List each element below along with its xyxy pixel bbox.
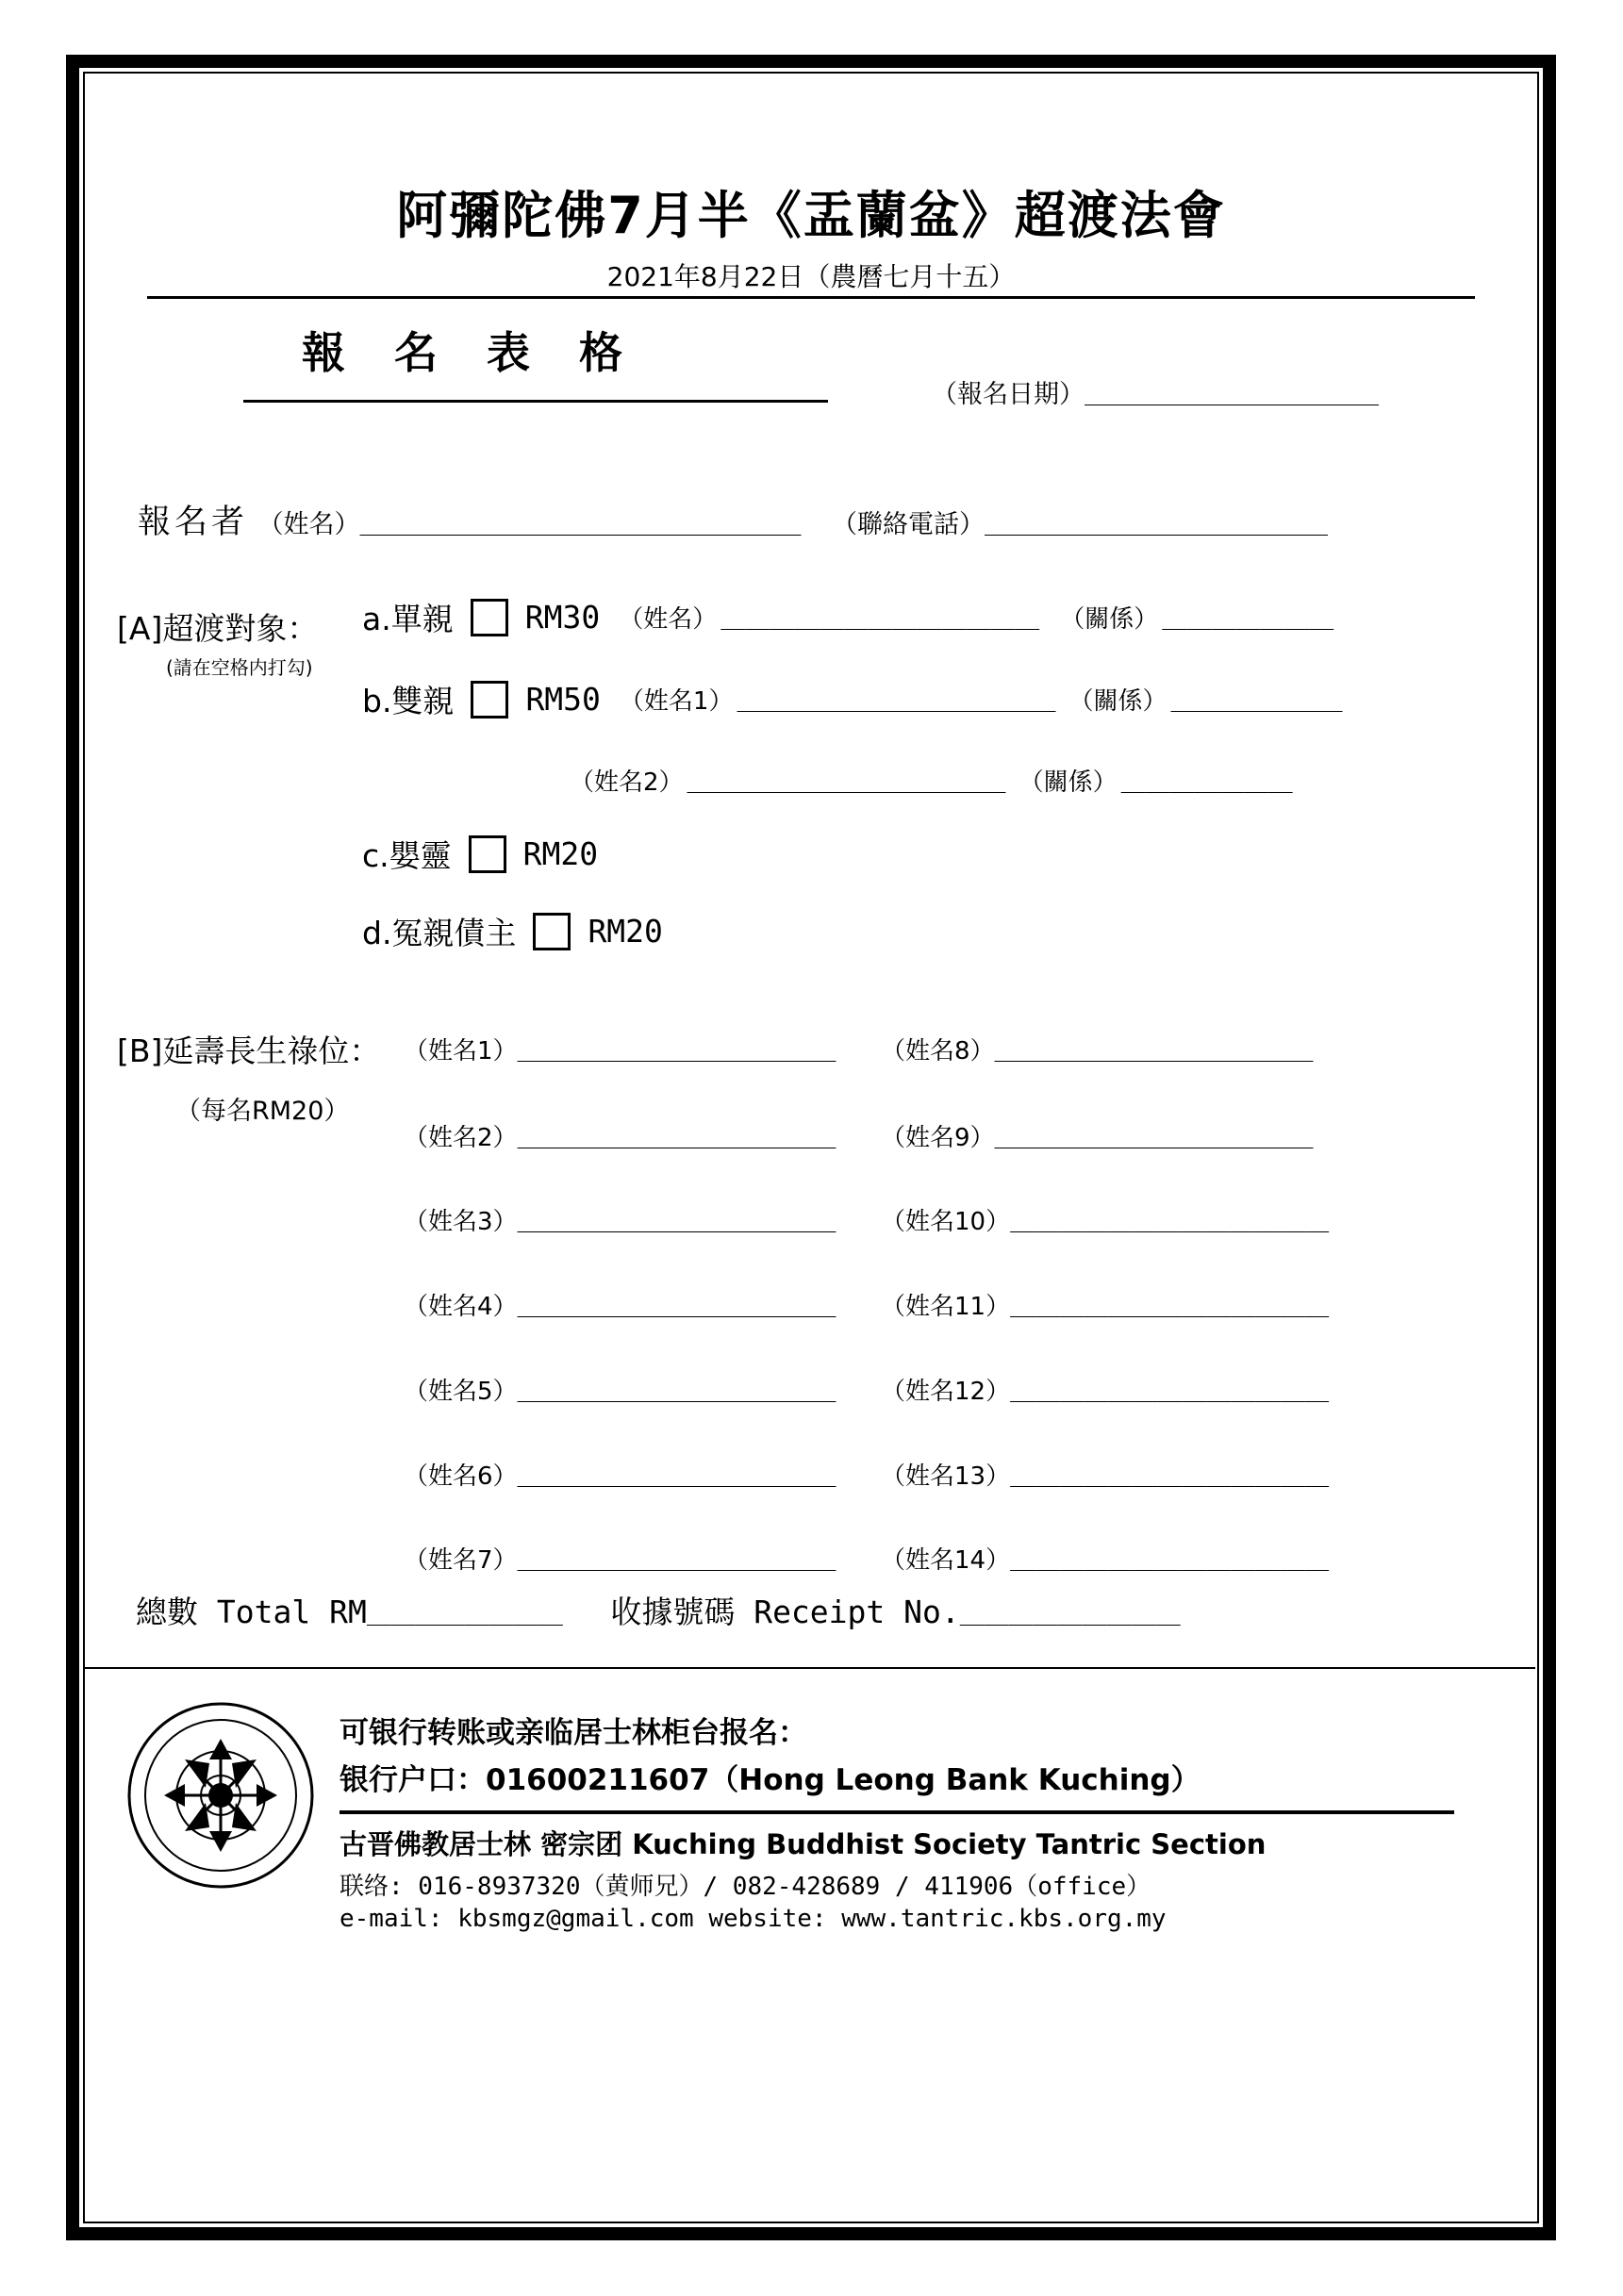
section-b-label: [B]延壽長生祿位： xyxy=(117,1032,381,1069)
option-b-relation1-input[interactable]: ＿＿＿＿＿＿＿ xyxy=(1170,687,1343,716)
section-b-name-2-input[interactable]: ＿＿＿＿＿＿＿＿＿＿＿＿＿ xyxy=(517,1124,836,1152)
section-b-name-8-input[interactable]: ＿＿＿＿＿＿＿＿＿＿＿＿＿ xyxy=(994,1037,1314,1065)
registration-date-field[interactable] xyxy=(932,373,1379,410)
section-a-option-b xyxy=(362,677,1343,721)
option-a-name-label: （姓名） xyxy=(619,605,718,634)
footer xyxy=(83,1667,1535,2222)
section-b-note: （每名RM20） xyxy=(175,1097,350,1126)
section-b-name-3 xyxy=(404,1202,836,1237)
section-a-option-c xyxy=(362,832,617,876)
section-b-name-9-label: （姓名9） xyxy=(881,1124,995,1152)
applicant-row xyxy=(138,496,1328,543)
section-b-name-9-input[interactable]: ＿＿＿＿＿＿＿＿＿＿＿＿＿ xyxy=(994,1124,1314,1152)
option-d-price: RM20 xyxy=(588,913,663,950)
option-b-name1-input[interactable]: ＿＿＿＿＿＿＿＿＿＿＿＿＿ xyxy=(737,687,1056,716)
registration-date-line: ＿＿＿＿＿＿＿＿＿＿＿＿ xyxy=(1085,381,1380,409)
section-b-name-3-label: （姓名3） xyxy=(404,1208,518,1236)
option-b-name2-input[interactable]: ＿＿＿＿＿＿＿＿＿＿＿＿＿ xyxy=(687,768,1006,797)
section-b-name-5-input[interactable]: ＿＿＿＿＿＿＿＿＿＿＿＿＿ xyxy=(517,1378,836,1406)
option-b-relation1-label: （關係） xyxy=(1068,687,1168,716)
option-d-label: d.冤親債主 xyxy=(362,915,517,951)
section-a-label: [A]超渡對象： xyxy=(117,610,319,647)
section-b-name-5 xyxy=(404,1372,836,1407)
section-a-option-a xyxy=(362,595,1333,639)
section-b-name-4-label: （姓名4） xyxy=(404,1293,518,1321)
section-b-name-8-label: （姓名8） xyxy=(881,1037,995,1065)
footer-rule xyxy=(340,1810,1454,1814)
section-b-name-9 xyxy=(881,1118,1314,1153)
option-c-label: c.嬰靈 xyxy=(362,837,452,874)
section-a-note: (請在空格内打勾) xyxy=(166,656,313,679)
option-b-label: b.雙親 xyxy=(362,683,455,719)
section-b-name-1-label: （姓名1） xyxy=(404,1037,518,1065)
receipt-input[interactable]: ＿＿＿＿＿＿＿＿＿ xyxy=(959,1601,1181,1629)
option-c-checkbox[interactable] xyxy=(469,835,506,873)
society-logo-icon xyxy=(126,1701,315,1890)
bank-account: 银行户口：01600211607（Hong Leong Bank Kuching） xyxy=(340,1763,1201,1797)
contact-email-website: e-mail: kbsmgz@gmail.com website: www.tantric.kbs.org.my xyxy=(340,1905,1167,1933)
section-b-name-4 xyxy=(404,1287,836,1322)
title-divider xyxy=(147,296,1475,299)
form-content xyxy=(83,72,1539,2223)
section-b-name-6-input[interactable]: ＿＿＿＿＿＿＿＿＿＿＿＿＿ xyxy=(517,1462,836,1491)
option-a-label: a.單親 xyxy=(362,601,454,637)
receipt-label: 收據號碼 Receipt No. xyxy=(610,1594,960,1630)
section-b-name-7-label: （姓名7） xyxy=(404,1546,518,1575)
section-b-name-11-label: （姓名11） xyxy=(881,1293,1011,1321)
option-a-price: RM30 xyxy=(524,599,601,636)
section-b-name-11-input[interactable]: ＿＿＿＿＿＿＿＿＿＿＿＿＿ xyxy=(1010,1293,1330,1321)
section-b-name-8 xyxy=(881,1032,1314,1066)
section-b-name-1 xyxy=(404,1032,836,1066)
section-a-option-d xyxy=(362,909,682,953)
total-label: 總數 Total RM xyxy=(136,1594,367,1630)
bank-instruction: 可银行转账或亲临居士林柜台报名： xyxy=(340,1716,807,1750)
form-title-underline xyxy=(243,400,828,403)
section-b-name-3-input[interactable]: ＿＿＿＿＿＿＿＿＿＿＿＿＿ xyxy=(517,1208,836,1236)
option-b-relation2-label: （關係） xyxy=(1019,768,1118,797)
section-b-name-1-input[interactable]: ＿＿＿＿＿＿＿＿＿＿＿＿＿ xyxy=(517,1037,836,1065)
applicant-label: 報名者 xyxy=(138,504,249,541)
section-b-name-6-label: （姓名6） xyxy=(404,1462,518,1491)
option-a-checkbox[interactable] xyxy=(471,599,508,636)
section-a-option-b-second xyxy=(570,763,1293,798)
section-b-name-2 xyxy=(404,1118,836,1153)
section-b-name-12-input[interactable]: ＿＿＿＿＿＿＿＿＿＿＿＿＿ xyxy=(1010,1378,1330,1406)
option-d-checkbox[interactable] xyxy=(533,913,571,950)
section-b-name-11 xyxy=(881,1287,1329,1322)
section-b-name-2-label: （姓名2） xyxy=(404,1124,518,1152)
option-b-relation2-input[interactable]: ＿＿＿＿＿＿＿ xyxy=(1120,768,1293,797)
organization-name: 古晋佛教居士林 密宗团 Kuching Buddhist Society Tantric Section xyxy=(340,1828,1267,1860)
registration-date-label: （報名日期） xyxy=(932,380,1085,409)
option-a-relation-label: （關係） xyxy=(1060,605,1159,634)
section-b-name-14-input[interactable]: ＿＿＿＿＿＿＿＿＿＿＿＿＿ xyxy=(1010,1546,1330,1575)
contact-phone: 联络: 016-8937320（黄师兄）/ 082-428689 / 411906（office） xyxy=(340,1873,1151,1901)
option-b-name1-label: （姓名1） xyxy=(619,687,734,716)
section-b-name-10-input[interactable]: ＿＿＿＿＿＿＿＿＿＿＿＿＿ xyxy=(1010,1208,1330,1236)
section-b-name-5-label: （姓名5） xyxy=(404,1378,518,1406)
applicant-phone-label: （聯絡電話） xyxy=(832,510,985,539)
option-b-price: RM50 xyxy=(525,681,601,718)
section-b-name-13-label: （姓名13） xyxy=(881,1462,1011,1491)
applicant-phone-input[interactable]: ＿＿＿＿＿＿＿＿＿＿＿＿＿＿ xyxy=(985,511,1329,539)
section-b-name-14-label: （姓名14） xyxy=(881,1546,1011,1575)
option-c-price: RM20 xyxy=(522,835,599,872)
applicant-name-input[interactable]: ＿＿＿＿＿＿＿＿＿＿＿＿＿＿＿＿＿＿ xyxy=(359,511,802,539)
section-b-name-12 xyxy=(881,1372,1329,1407)
section-b-name-12-label: （姓名12） xyxy=(881,1378,1011,1406)
section-b-name-7 xyxy=(404,1541,836,1576)
option-a-relation-input[interactable]: ＿＿＿＿＿＿＿ xyxy=(1162,605,1334,634)
section-b-name-10-label: （姓名10） xyxy=(881,1208,1011,1236)
section-b-name-13-input[interactable]: ＿＿＿＿＿＿＿＿＿＿＿＿＿ xyxy=(1010,1462,1330,1491)
option-a-name-input[interactable]: ＿＿＿＿＿＿＿＿＿＿＿＿＿ xyxy=(720,605,1040,634)
section-b-name-6 xyxy=(404,1457,836,1492)
page-subtitle: 2021年8月22日（農曆七月十五） xyxy=(606,261,1016,292)
section-b-name-10 xyxy=(881,1202,1329,1237)
section-b-name-4-input[interactable]: ＿＿＿＿＿＿＿＿＿＿＿＿＿ xyxy=(517,1293,836,1321)
section-b-name-7-input[interactable]: ＿＿＿＿＿＿＿＿＿＿＿＿＿ xyxy=(517,1546,836,1575)
page-title: 阿彌陀佛7月半《盂蘭盆》超渡法會 xyxy=(396,186,1226,245)
option-b-checkbox[interactable] xyxy=(471,681,508,719)
option-b-name2-label: （姓名2） xyxy=(570,768,684,797)
total-input[interactable]: ＿＿＿＿＿＿＿＿ xyxy=(366,1601,563,1629)
section-b-name-13 xyxy=(881,1457,1329,1492)
section-b-name-14 xyxy=(881,1541,1329,1576)
totals-row xyxy=(136,1588,1181,1632)
form-title: 報 名 表 格 xyxy=(302,327,640,378)
applicant-name-label: （姓名） xyxy=(257,510,360,539)
